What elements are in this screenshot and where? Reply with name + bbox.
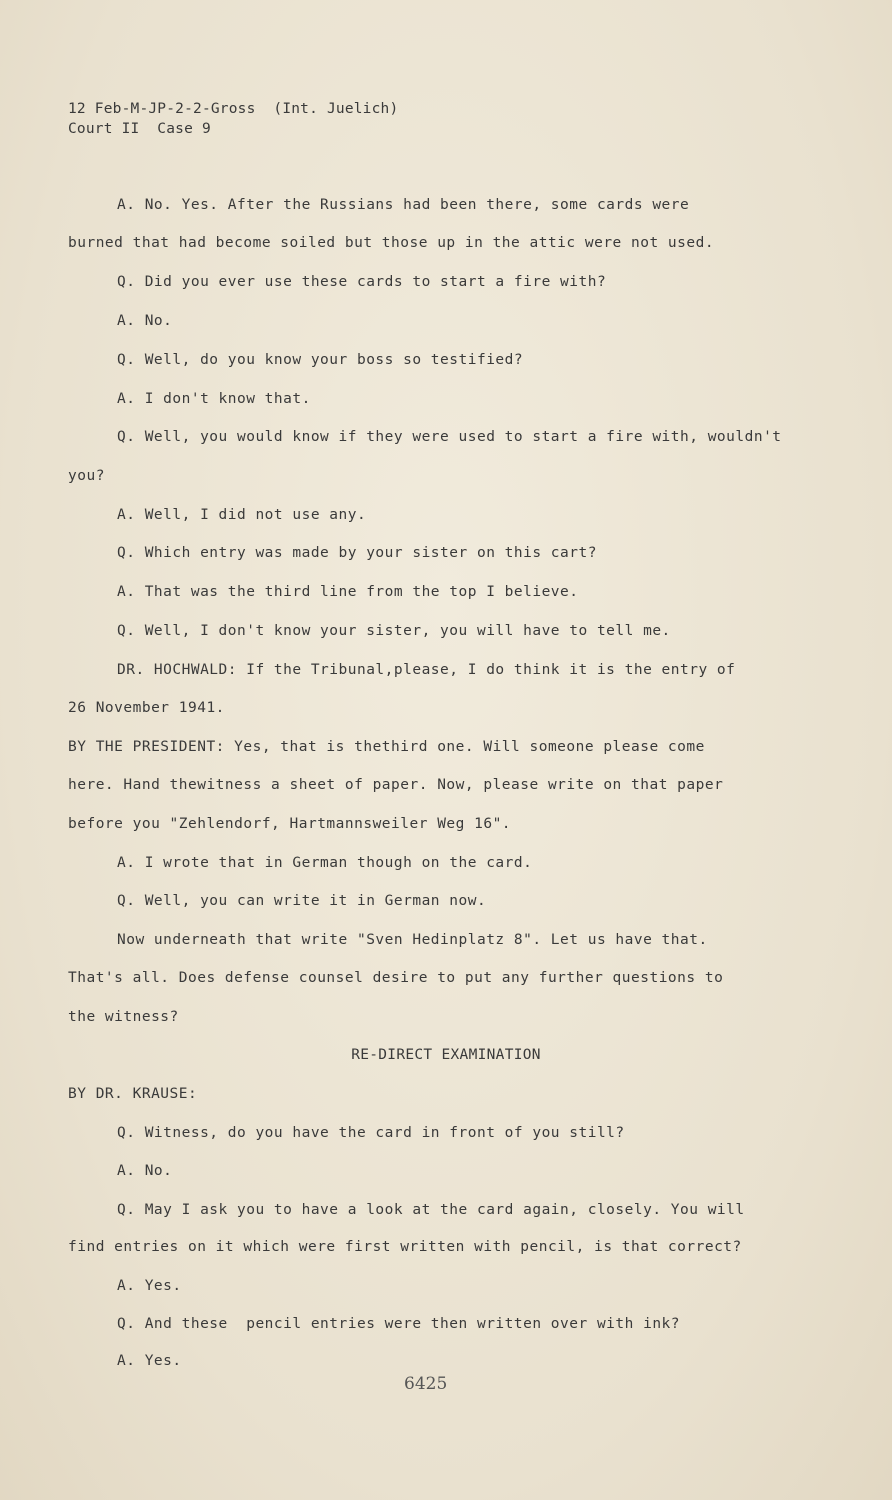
header-line-1: 12 Feb-M-JP-2-2-Gross (Int. Juelich) — [68, 101, 399, 117]
transcript-line: A. I don't know that. — [117, 391, 311, 407]
transcript-line: Q. Well, you would know if they were used to start a fire with, wouldn't — [117, 429, 782, 445]
section-heading: RE-DIRECT EXAMINATION — [351, 1047, 541, 1063]
transcript-line: you? — [68, 468, 105, 484]
transcript-line: Q. Which entry was made by your sister on this cart? — [117, 545, 597, 561]
header-line-2: Court II Case 9 — [68, 121, 211, 137]
transcript-line: A. I wrote that in German though on the card. — [117, 855, 533, 871]
transcript-line: A. No. — [117, 313, 173, 329]
transcript-line: here. Hand thewitness a sheet of paper. Now, please write on that paper — [68, 777, 724, 793]
transcript-line: BY DR. KRAUSE: — [68, 1086, 198, 1102]
transcript-line: Now underneath that write "Sven Hedinplatz 8". Let us have that. — [117, 932, 708, 948]
transcript-line: Q. Well, do you know your boss so testified? — [117, 352, 524, 368]
transcript-line: find entries on it which were first written with pencil, is that correct? — [68, 1239, 742, 1255]
transcript-line: A. Yes. — [117, 1278, 182, 1294]
transcript-line: BY THE PRESIDENT: Yes, that is thethird one. Will someone please come — [68, 739, 705, 755]
page-number: 6425 — [404, 1374, 448, 1394]
transcript-line: A. Yes. — [117, 1353, 182, 1369]
transcript-line: Q. May I ask you to have a look at the card again, closely. You will — [117, 1202, 745, 1218]
transcript-line: A. Well, I did not use any. — [117, 507, 367, 523]
transcript-line: DR. HOCHWALD: If the Tribunal,please, I do think it is the entry of — [117, 662, 736, 678]
transcript-line: A. No. — [117, 1163, 173, 1179]
transcript-line: Q. And these pencil entries were then written over with ink? — [117, 1316, 681, 1332]
transcript-line: Q. Did you ever use these cards to start a fire with? — [117, 274, 607, 290]
transcript-line: burned that had become soiled but those up in the attic were not used. — [68, 235, 715, 251]
transcript-line: Q. Well, you can write it in German now. — [117, 893, 487, 909]
transcript-line: before you "Zehlendorf, Hartmannsweiler Weg 16". — [68, 816, 512, 832]
transcript-line: the witness? — [68, 1009, 179, 1025]
transcript-line: 26 November 1941. — [68, 700, 225, 716]
transcript-line: A. That was the third line from the top I believe. — [117, 584, 579, 600]
transcript-line: That's all. Does defense counsel desire to put any further questions to — [68, 970, 724, 986]
transcript-line: Q. Well, I don't know your sister, you will have to tell me. — [117, 623, 671, 639]
transcript-line: Q. Witness, do you have the card in front of you still? — [117, 1125, 625, 1141]
transcript-line: A. No. Yes. After the Russians had been there, some cards were — [117, 197, 690, 213]
